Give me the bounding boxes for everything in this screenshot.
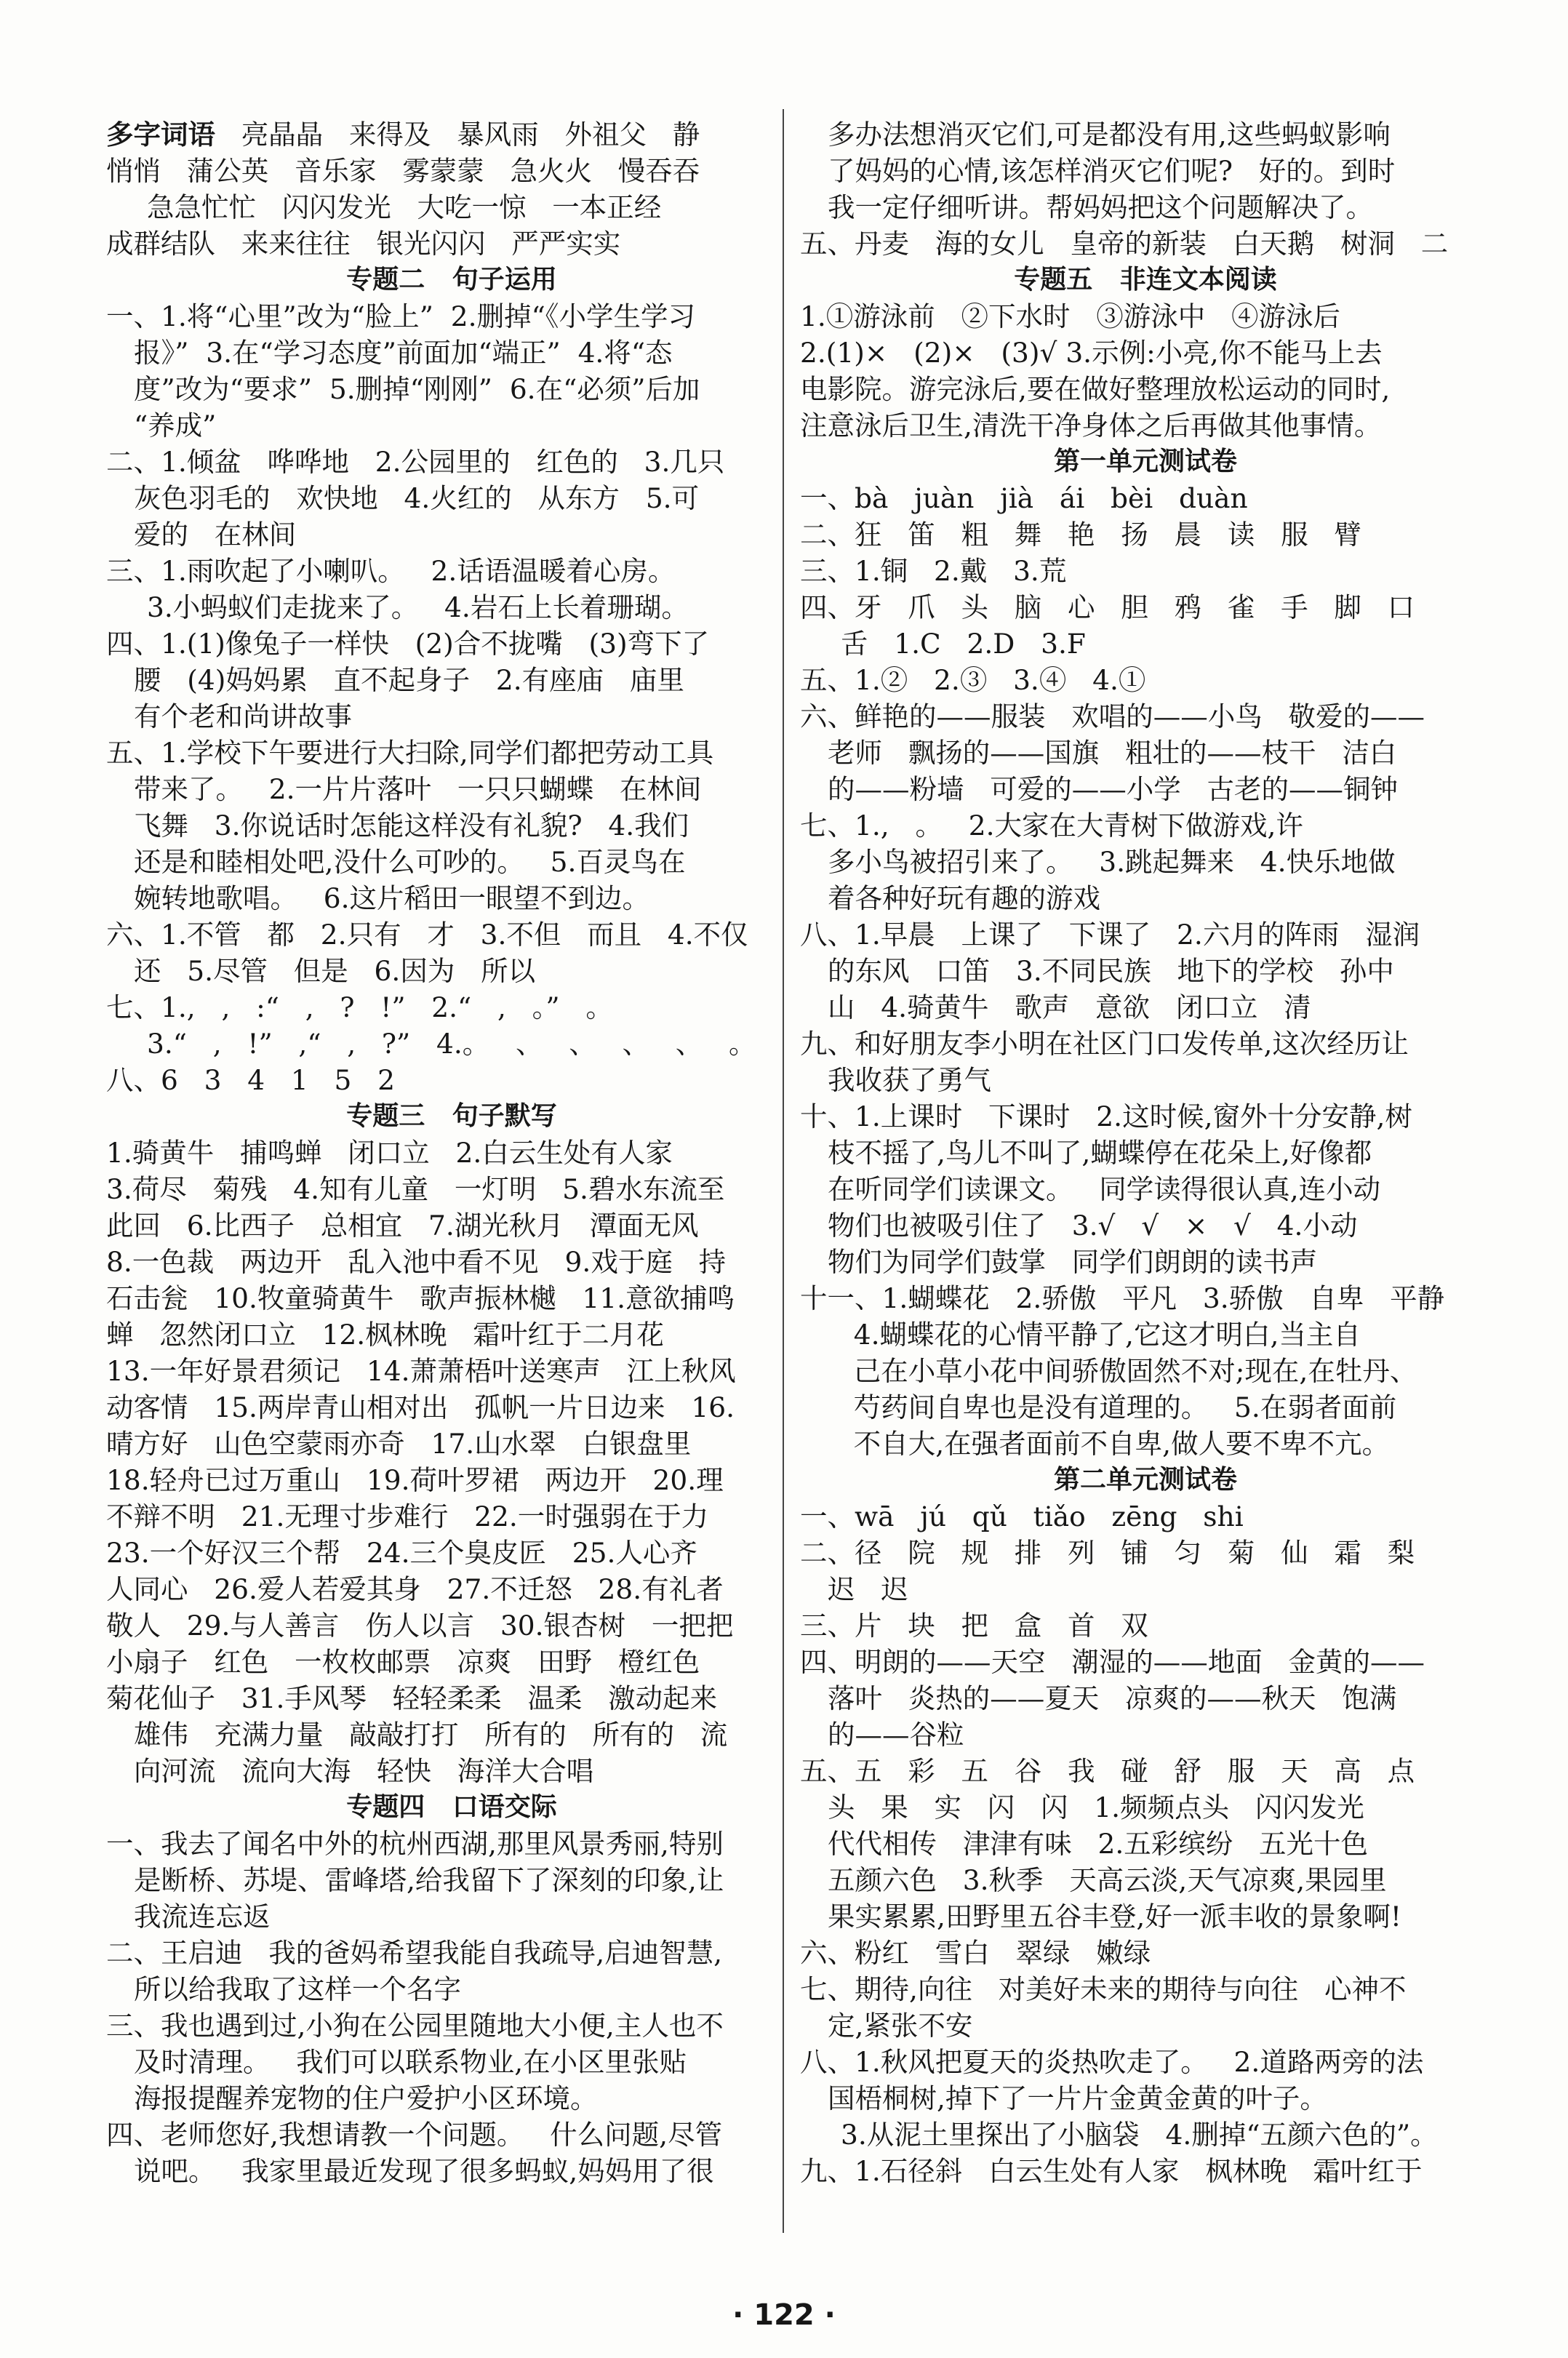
section-heading: 专题五 非连文本阅读 [1014,265,1277,295]
answer-text: 亮晶晶 来得及 暴风雨 外祖父 静 [215,119,700,151]
answer-line: 四、牙 爪 头 脑 心 胆 鸦 雀 手 脚 口 [800,591,1415,623]
answer-line: 此回 6.比西子 总相宜 7.湖光秋月 潭面无风 [106,1210,699,1242]
answer-line: 8.一色裁 两边开 乱入池中看不见 9.戏于庭 持 [106,1246,727,1278]
answer-line: 婉转地歌唱。 6.这片稻田一眼望不到边。 [134,882,650,914]
section-heading: 专题二 句子运用 [346,265,557,295]
answer-line: 定,紧张不安 [828,2010,973,2042]
answer-line: 我收获了勇气 [828,1064,991,1096]
answer-line: 七、1., 。 2.大家在大青树下做游戏,许 [800,810,1303,842]
answer-line [106,116,797,153]
answer-line: 是断桥、苏堤、雷峰塔,给我留下了深刻的印象,让 [134,1864,724,1896]
answer-line: 一、bà juàn jià ái bèi duàn [800,482,1248,514]
answer-line: 18.轻舟已过万重山 19.荷叶罗裙 两边开 20.理 [106,1464,724,1496]
answer-line: 着各种好玩有趣的游戏 [828,882,1100,914]
answer-line: 海报提醒养宠物的住户爱护小区环境。 [134,2082,598,2114]
answer-line: 石击瓮 10.牧童骑黄牛 歌声振林樾 11.意欲捕鸣 [106,1282,735,1314]
answer-line: 一、我去了闻名中外的杭州西湖,那里风景秀丽,特别 [106,1828,724,1860]
answer-line: 多办法想消灭它们,可是都没有用,这些蚂蚁影响 [828,119,1391,151]
answer-line: 爱的 在林间 [134,519,297,551]
answer-line: 一、wā jú qǔ tiǎo zēng shi [800,1500,1244,1532]
answer-line: 3.小蚂蚁们走拢来了。 4.岩石上长着珊瑚。 [147,591,689,623]
answer-line: 三、1.铜 2.戴 3.荒 [800,555,1067,587]
answer-line: 悄悄 蒲公英 音乐家 雾蒙蒙 急火火 慢吞吞 [106,155,700,187]
term-label: 多字词语 [106,119,215,151]
answer-line: 七、1., , :“ , ? !” 2.“ , 。” 。 [106,991,613,1023]
answer-line: 五颜六色 3.秋季 天高云淡,天气凉爽,果园里 [828,1864,1387,1896]
column-divider [783,109,784,2233]
answer-line: 五、1.学校下午要进行大扫除,同学们都把劳动工具 [106,737,714,769]
answer-line: 我一定仔细听讲。帮妈妈把这个问题解决了。 [828,191,1373,223]
answer-line: 人同心 26.爱人若爱其身 27.不迁怒 28.有礼者 [106,1573,724,1605]
answer-line: 己在小草小花中间骄傲固然不对;现在,在牡丹、 [828,1355,1417,1387]
answer-line: 有个老和尚讲故事 [134,700,352,732]
answer-line: 2.(1)× (2)× (3)√ 3.示例:小亮,你不能马上去 [800,337,1383,369]
answer-line: 注意泳后卫生,清洗干净身体之后再做其他事情。 [800,409,1382,441]
answer-line: 说吧。 我家里最近发现了很多蚂蚁,妈妈用了很 [134,2155,714,2187]
section-heading: 第二单元测试卷 [1053,1465,1237,1495]
left-column [106,116,797,2189]
answer-line: 成群结队 来来往往 银光闪闪 严严实实 [106,228,621,260]
answer-line: 十、1.上课时 下课时 2.这时候,窗外十分安静,树 [800,1100,1412,1132]
answer-line: 果实累累,田野里五谷丰登,好一派丰收的景象啊! [828,1901,1401,1933]
answer-line: 九、1.石径斜 白云生处有人家 枫林晚 霜叶红于 [800,2155,1423,2187]
answer-line: 八、1.早晨 上课了 下课了 2.六月的阵雨 湿润 [800,919,1420,951]
answer-line: 腰 (4)妈妈累 直不起身子 2.有座庙 庙里 [134,664,684,696]
answer-line: 及时清理。 我们可以联系物业,在小区里张贴 [134,2046,687,2078]
answer-line: 我流连忘返 [134,1901,271,1933]
answer-line: 还是和睦相处吧,没什么可吵的。 5.百灵鸟在 [134,846,686,878]
answer-line: 五、1.② 2.③ 3.④ 4.① [800,664,1146,696]
answer-line: 度”改为“要求” 5.删掉“刚刚” 6.在“必须”后加 [134,373,700,405]
answer-line: 3.荷尽 菊残 4.知有儿童 一灯明 5.碧水东流至 [106,1173,725,1205]
answer-line: 在听同学们读课文。 同学读得很认真,连小动 [828,1173,1381,1205]
answer-line: “养成” [134,409,217,441]
answer-line: 六、粉红 雪白 翠绿 嫩绿 [800,1937,1151,1969]
answer-line: 四、明朗的——天空 潮湿的——地面 金黄的—— [800,1646,1425,1678]
answer-line: 飞舞 3.你说话时怎能这样没有礼貌? 4.我们 [134,810,689,842]
page-number: · 122 · [732,2298,836,2332]
answer-line: 物们为同学们鼓掌 同学们朗朗的读书声 [828,1246,1318,1278]
answer-line: 五、五 彩 五 谷 我 碰 舒 服 天 高 点 [800,1755,1415,1787]
answer-line: 四、老师您好,我想请教一个问题。 什么问题,尽管 [106,2119,723,2151]
answer-line: 三、我也遇到过,小狗在公园里随地大小便,主人也不 [106,2010,724,2042]
answer-line: 急急忙忙 闪闪发光 大吃一惊 一本正经 [147,191,662,223]
answer-line: 枝不摇了,鸟儿不叫了,蝴蝶停在花朵上,好像都 [828,1137,1372,1169]
answer-line: 八、6 3 4 1 5 2 [106,1064,395,1096]
answer-line: 六、1.不管 都 2.只有 才 3.不但 而且 4.不仅 [106,919,748,951]
answer-line: 二、径 院 规 排 列 铺 匀 菊 仙 霜 梨 [800,1537,1415,1569]
answer-line: 报》” 3.在“学习态度”前面加“端正” 4.将“态 [134,337,673,369]
answer-line: 电影院。游完泳后,要在做好整理放松运动的同时, [800,373,1391,405]
answer-line: 物们也被吸引住了 3.√ √ × √ 4.小动 [828,1210,1358,1242]
answer-line: 菊花仙子 31.手风琴 轻轻柔柔 温柔 激动起来 [106,1682,718,1714]
answer-line: 的东风 口笛 3.不同民族 地下的学校 孙中 [828,955,1394,987]
answer-line: 迟 迟 [828,1573,908,1605]
answer-line: 了妈妈的心情,该怎样消灭它们呢? 好的。到时 [828,155,1396,187]
answer-line: 代代相传 津津有味 2.五彩缤纷 五光十色 [828,1828,1369,1860]
answer-line: 三、1.雨吹起了小喇叭。 2.话语温暖着心房。 [106,555,676,587]
answer-line: 所以给我取了这样一个名字 [134,1973,461,2005]
answer-line: 小扇子 红色 一枚枚邮票 凉爽 田野 橙红色 [106,1646,700,1678]
answer-line: 二、1.倾盆 哗哗地 2.公园里的 红色的 3.几只 [106,446,725,478]
section-heading: 专题三 句子默写 [346,1101,557,1131]
answer-line: 四、1.(1)像兔子一样快 (2)合不拢嘴 (3)弯下了 [106,628,710,660]
answer-line: 山 4.骑黄牛 歌声 意欲 闭口立 清 [828,991,1311,1023]
answer-line: 的——粉墙 可爱的——小学 古老的——铜钟 [828,773,1399,805]
answer-line: 头 果 实 闪 闪 1.频频点头 闪闪发光 [828,1791,1364,1823]
answer-line: 落叶 炎热的——夏天 凉爽的——秋天 饱满 [828,1682,1397,1714]
answer-line: 国梧桐树,掉下了一片片金黄金黄的叶子。 [828,2082,1327,2114]
answer-line: 向河流 流向大海 轻快 海洋大合唱 [134,1755,594,1787]
answer-line: 1.骑黄牛 捕鸣蝉 闭口立 2.白云生处有人家 [106,1137,673,1169]
answer-line: 五、丹麦 海的女儿 皇帝的新装 白天鹅 树洞 二 [800,228,1449,260]
answer-line: 3.“ , !” ,“ , ?” 4.。 、 、 、 、 。 [147,1028,756,1060]
answer-line: 七、期待,向往 对美好未来的期待与向往 心神不 [800,1973,1407,2005]
answer-line: 不辩不明 21.无理寸步难行 22.一时强弱在于力 [106,1500,709,1532]
answer-line: 一、1.将“心里”改为“脸上” 2.删掉“《小学生学习 [106,300,696,332]
answer-line: 二、王启迪 我的爸妈希望我能自我疏导,启迪智慧, [106,1937,723,1969]
answer-line: 多小鸟被招引来了。 3.跳起舞来 4.快乐地做 [828,846,1396,878]
answer-line: 九、和好朋友李小明在社区门口发传单,这次经历让 [800,1028,1409,1060]
section-heading: 专题四 口语交际 [346,1792,557,1822]
answer-line: 雄伟 充满力量 敲敲打打 所有的 所有的 流 [134,1719,728,1751]
section-heading: 第一单元测试卷 [1053,447,1237,476]
answer-line: 老师 飘扬的——国旗 粗壮的——枝干 洁白 [828,737,1397,769]
answer-line: 晴方好 山色空蒙雨亦奇 17.山水翠 白银盘里 [106,1428,692,1460]
answer-line: 1.①游泳前 ②下水时 ③游泳中 ④游泳后 [800,300,1341,332]
answer-line: 23.一个好汉三个帮 24.三个臭皮匠 25.人心齐 [106,1537,697,1569]
answer-line: 不自大,在强者面前不自卑,做人要不卑不亢。 [828,1428,1390,1460]
answer-line: 灰色羽毛的 欢快地 4.火红的 从东方 5.可 [134,482,700,514]
answer-line: 3.从泥土里探出了小脑袋 4.删掉“五颜六色的”。 [841,2119,1438,2151]
answer-line: 三、片 块 把 盒 首 双 [800,1610,1148,1642]
answer-line: 的——谷粒 [828,1719,964,1751]
answer-line: 舌 1.C 2.D 3.F [841,628,1086,660]
answer-line: 4.蝴蝶花的心情平静了,它这才明白,当主自 [828,1319,1361,1351]
answer-line: 动客情 15.两岸青山相对出 孤帆一片日边来 16. [106,1391,735,1423]
answer-line: 十一、1.蝴蝶花 2.骄傲 平凡 3.骄傲 自卑 平静 [800,1282,1445,1314]
answer-line: 带来了。 2.一片片落叶 一只只蝴蝶 在林间 [134,773,702,805]
answer-line: 蝉 忽然闭口立 12.枫林晚 霜叶红于二月花 [106,1319,664,1351]
answer-line: 敬人 29.与人善言 伤人以言 30.银杏树 一把把 [106,1610,734,1642]
answer-line: 还 5.尽管 但是 6.因为 所以 [134,955,536,987]
answer-line: 六、鲜艳的——服装 欢唱的——小鸟 敬爱的—— [800,700,1425,732]
answer-line: 芍药间自卑也是没有道理的。 5.在弱者面前 [828,1391,1397,1423]
right-column [800,116,1491,2189]
answer-line: 13.一年好景君须记 14.萧萧梧叶送寒声 江上秋风 [106,1355,736,1387]
answer-line: 八、1.秋风把夏天的炎热吹走了。 2.道路两旁的法 [800,2046,1424,2078]
answer-line: 二、狂 笛 粗 舞 艳 扬 晨 读 服 臂 [800,519,1361,551]
